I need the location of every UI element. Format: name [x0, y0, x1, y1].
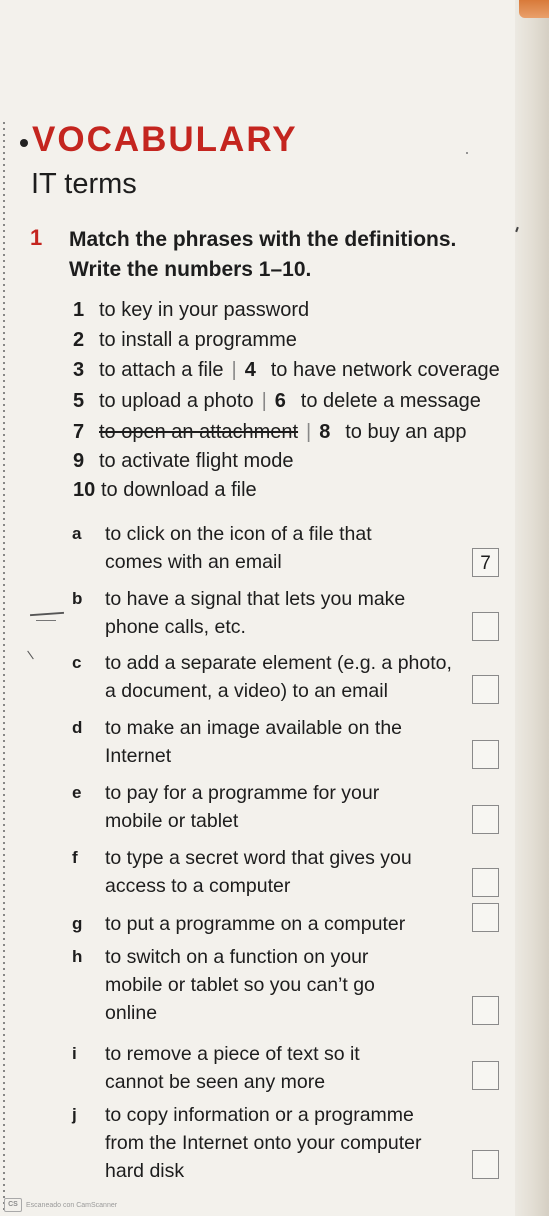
- definition-letter: c: [72, 653, 82, 672]
- speck: [466, 152, 468, 154]
- phrase-item: [73, 327, 297, 353]
- definition-line: to click on the icon of a file that: [105, 523, 372, 545]
- phrase-text: to install a programme: [99, 329, 297, 351]
- definition-letter: f: [72, 848, 78, 867]
- definition-line: to remove a piece of text so it: [105, 1043, 360, 1065]
- answer-box[interactable]: [472, 612, 499, 641]
- instruction-line-2: Write the numbers 1–10.: [69, 258, 312, 281]
- phrase-number: 5: [73, 390, 85, 412]
- phrase-number: 8: [319, 421, 331, 443]
- page-edge-tab: [519, 0, 549, 18]
- definition-letter: g: [72, 914, 83, 933]
- phrase-text-struck: to open an attachment: [99, 421, 299, 443]
- pen-mark: [27, 651, 34, 660]
- phrase-item: [73, 477, 257, 503]
- phrase-number: 3: [73, 359, 85, 381]
- definition-text: [105, 779, 465, 835]
- phrase-text: to activate flight mode: [99, 450, 294, 472]
- scanner-logo-icon: CS: [4, 1198, 22, 1212]
- phrase-text: to download a file: [101, 479, 257, 501]
- phrase-text: to upload a photo: [99, 390, 254, 412]
- definition-line: to make an image available on the: [105, 717, 403, 739]
- definition-text: [105, 585, 465, 641]
- answer-box[interactable]: [472, 996, 499, 1025]
- definition-line: to switch on a function on your: [105, 946, 369, 968]
- phrase-item: [73, 388, 481, 414]
- phrase-separator: |: [231, 359, 237, 381]
- phrase-text: to attach a file: [99, 359, 224, 381]
- phrase-number: 2: [73, 329, 85, 351]
- definition-line: comes with an email: [105, 551, 282, 573]
- page-edge: [515, 0, 549, 1216]
- definition-letter: a: [72, 524, 82, 543]
- phrase-item: [73, 448, 294, 474]
- definition-text: [105, 844, 465, 900]
- definition-line: hard disk: [105, 1160, 185, 1182]
- definition-letter: h: [72, 947, 83, 966]
- definition-line: Internet: [105, 745, 172, 767]
- pen-mark: [36, 620, 56, 621]
- section-title: VOCABULARY: [32, 120, 298, 159]
- phrase-text: to have network coverage: [270, 359, 500, 381]
- definition-line: mobile or tablet: [105, 810, 239, 832]
- definition-line: to pay for a programme for your: [105, 782, 380, 804]
- answer-box[interactable]: [472, 740, 499, 769]
- instruction-line-1: Match the phrases with the definitions.: [69, 228, 457, 251]
- definition-line: to type a secret word that gives you: [105, 847, 412, 869]
- scanner-watermark: [4, 1198, 117, 1212]
- scanner-text: Escaneado con CamScanner: [26, 1201, 118, 1209]
- phrase-number: 1: [73, 299, 85, 321]
- phrase-number: 7: [73, 421, 85, 443]
- definition-text: [105, 910, 465, 938]
- phrase-number: 4: [244, 359, 256, 381]
- phrase-item: [73, 297, 309, 323]
- definition-text: [105, 1101, 470, 1185]
- exercise-number: 1: [30, 225, 43, 250]
- margin-dotted-line: [3, 120, 5, 1210]
- definition-letter: b: [72, 589, 83, 608]
- definition-line: cannot be seen any more: [105, 1071, 326, 1093]
- phrase-number: 9: [73, 450, 85, 472]
- phrase-item: [73, 357, 500, 383]
- definition-text: [105, 520, 465, 576]
- phrase-item: [73, 419, 466, 445]
- definition-line: from the Internet onto your computer: [105, 1132, 422, 1154]
- answer-box[interactable]: [472, 1061, 499, 1090]
- definition-letter: d: [72, 718, 83, 737]
- answer-box[interactable]: [472, 1150, 499, 1179]
- section-subtitle: IT terms: [31, 168, 137, 200]
- answer-box[interactable]: [472, 805, 499, 834]
- phrase-number: 6: [274, 390, 286, 412]
- answer-box[interactable]: [472, 903, 499, 932]
- definition-letter: i: [72, 1044, 77, 1063]
- definition-line: access to a computer: [105, 875, 291, 897]
- phrase-number: 10: [73, 479, 96, 501]
- definition-line: to copy information or a programme: [105, 1104, 414, 1126]
- definition-line: a document, a video) to an email: [105, 680, 388, 702]
- definition-letter: e: [72, 783, 82, 802]
- definition-text: [105, 714, 465, 770]
- definition-line: online: [105, 1002, 158, 1024]
- pen-mark: [30, 612, 64, 616]
- definition-line: phone calls, etc.: [105, 616, 246, 638]
- answer-box[interactable]: 7: [472, 548, 499, 577]
- definition-line: to add a separate element (e.g. a photo,: [105, 652, 452, 674]
- definition-letter: j: [72, 1105, 77, 1124]
- definition-line: to have a signal that lets you make: [105, 588, 406, 610]
- answer-box[interactable]: [472, 868, 499, 897]
- definition-text: [105, 1040, 465, 1096]
- definition-line: mobile or tablet so you can’t go: [105, 974, 375, 996]
- answer-box[interactable]: [472, 675, 499, 704]
- definition-text: [105, 943, 465, 1027]
- phrase-text: to delete a message: [300, 390, 481, 412]
- phrase-separator: |: [306, 421, 312, 443]
- phrase-text: to key in your password: [99, 299, 310, 321]
- phrase-text: to buy an app: [345, 421, 467, 443]
- definition-line: to put a programme on a computer: [105, 913, 406, 935]
- section-bullet-icon: [20, 139, 28, 147]
- phrase-separator: |: [261, 390, 267, 412]
- definition-text: [105, 649, 465, 705]
- exercise-instruction: [69, 225, 509, 285]
